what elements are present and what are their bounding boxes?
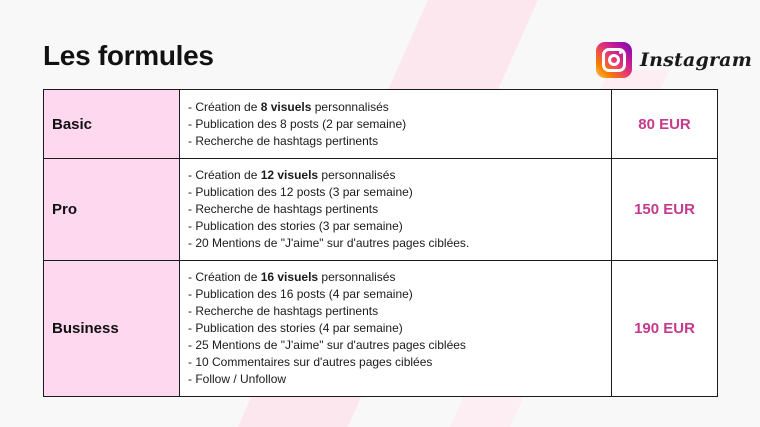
pricing-table (43, 89, 718, 397)
feature-item: - 10 Commentaires sur d'autres pages ciblées (188, 355, 433, 369)
plan-row-pro (44, 159, 718, 261)
page-title: Les formules (43, 40, 214, 71)
brand-wordmark: Instagram (640, 49, 752, 71)
feature-item: - Publication des 12 posts (3 par semaine) (188, 185, 413, 199)
feature-item: - Création de 12 visuels personnalisés (188, 168, 396, 182)
plan-price: 150 EUR (612, 159, 718, 261)
feature-item: - 25 Mentions de "J'aime" sur d'autres pages ciblées (188, 338, 466, 352)
feature-item: - Recherche de hashtags pertinents (188, 304, 379, 318)
plan-name: Pro (44, 159, 180, 261)
feature-item: - Recherche de hashtags pertinents (188, 202, 379, 216)
feature-item: - 20 Mentions de "J'aime" sur d'autres pages ciblées. (188, 236, 470, 250)
feature-item: - Publication des stories (3 par semaine) (188, 219, 403, 233)
plan-price: 190 EUR (612, 261, 718, 397)
plan-features (180, 261, 612, 397)
plan-row-basic (44, 90, 718, 159)
plan-features (180, 159, 612, 261)
plan-features (180, 90, 612, 159)
feature-item: - Recherche de hashtags pertinents (188, 133, 379, 148)
plan-row-business (44, 261, 718, 397)
feature-item: - Follow / Unfollow (188, 372, 287, 386)
feature-item: - Publication des 16 posts (4 par semaine) (188, 287, 413, 301)
feature-item: - Publication des stories (4 par semaine) (188, 321, 403, 335)
plan-name: Basic (44, 90, 180, 159)
plan-name: Business (44, 261, 180, 397)
feature-item: - Création de 16 visuels personnalisés (188, 270, 396, 284)
feature-item: - Publication des 8 posts (2 par semaine) (188, 116, 407, 131)
instagram-icon (596, 42, 632, 78)
instagram-brand (596, 42, 752, 78)
plan-price: 80 EUR (612, 90, 718, 159)
feature-item: - Création de 8 visuels personnalisés (188, 99, 389, 114)
